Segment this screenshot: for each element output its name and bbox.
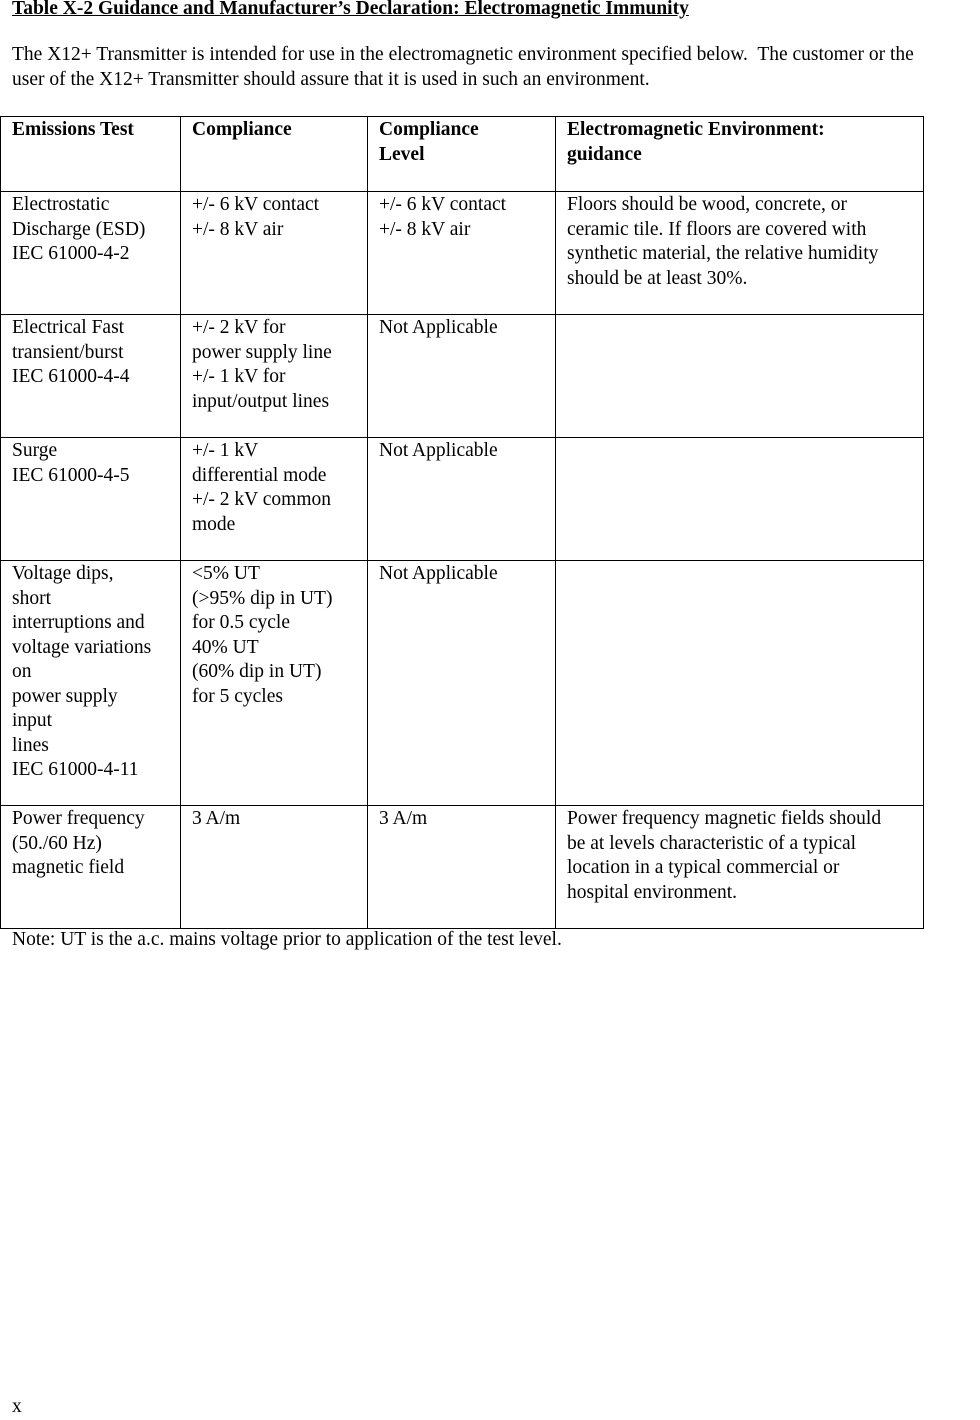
- immunity-table: [0, 116, 924, 929]
- cell-guidance: [556, 561, 924, 806]
- table-row: [1, 192, 924, 315]
- cell-test: Surge IEC 61000-4-5: [1, 438, 181, 561]
- table-row: [1, 561, 924, 806]
- cell-test: Electrical Fast transient/burst IEC 61000-4-4: [1, 315, 181, 438]
- table-row: [1, 315, 924, 438]
- header-emissions-test: Emissions Test: [1, 117, 181, 192]
- intro-line: user of the X12+ Transmitter should assure that it is used in such an environment.: [12, 68, 650, 90]
- table-header-row: [1, 117, 924, 192]
- cell-compliance: +/- 6 kV contact +/- 8 kV air: [181, 192, 368, 315]
- cell-guidance: [556, 315, 924, 438]
- cell-guidance: [556, 438, 924, 561]
- cell-level: +/- 6 kV contact +/- 8 kV air: [368, 192, 556, 315]
- cell-level: Not Applicable: [368, 438, 556, 561]
- cell-compliance: +/- 2 kV for power supply line +/- 1 kV for input/output lines: [181, 315, 368, 438]
- intro-paragraph: [12, 43, 980, 92]
- cell-compliance: 3 A/m: [181, 806, 368, 929]
- cell-compliance: <5% UT (>95% dip in UT) for 0.5 cycle 40% UT (60% dip in UT) for 5 cycles: [181, 561, 368, 806]
- cell-level: 3 A/m: [368, 806, 556, 929]
- cell-guidance: Floors should be wood, concrete, or ceramic tile. If floors are covered with synthetic material, the relative humidity should be at least 30%.: [556, 192, 924, 315]
- document-title: Table X-2 Guidance and Manufacturer’s Declaration: Electromagnetic Immunity: [12, 0, 689, 19]
- cell-guidance: Power frequency magnetic fields should be at levels characteristic of a typical location in a typical commercial or hospital environment.: [556, 806, 924, 929]
- header-compliance-level: Compliance Level: [368, 117, 556, 192]
- cell-test: Power frequency (50./60 Hz) magnetic field: [1, 806, 181, 929]
- page-footer-mark: x: [12, 1396, 22, 1417]
- cell-level: Not Applicable: [368, 315, 556, 438]
- intro-line: The X12+ Transmitter is intended for use in the electromagnetic environment specified below. The customer or the: [12, 44, 914, 65]
- cell-level: Not Applicable: [368, 561, 556, 806]
- cell-test: Voltage dips, short interruptions and voltage variations on power supply input lines IEC 61000-4-11: [1, 561, 181, 806]
- cell-compliance: +/- 1 kV differential mode +/- 2 kV common mode: [181, 438, 368, 561]
- table-note: Note: UT is the a.c. mains voltage prior to application of the test level.: [12, 929, 562, 950]
- header-compliance: Compliance: [181, 117, 368, 192]
- header-environment-guidance: Electromagnetic Environment: guidance: [556, 117, 924, 192]
- cell-test: Electrostatic Discharge (ESD) IEC 61000-4-2: [1, 192, 181, 315]
- table-row: [1, 438, 924, 561]
- table-row: [1, 806, 924, 929]
